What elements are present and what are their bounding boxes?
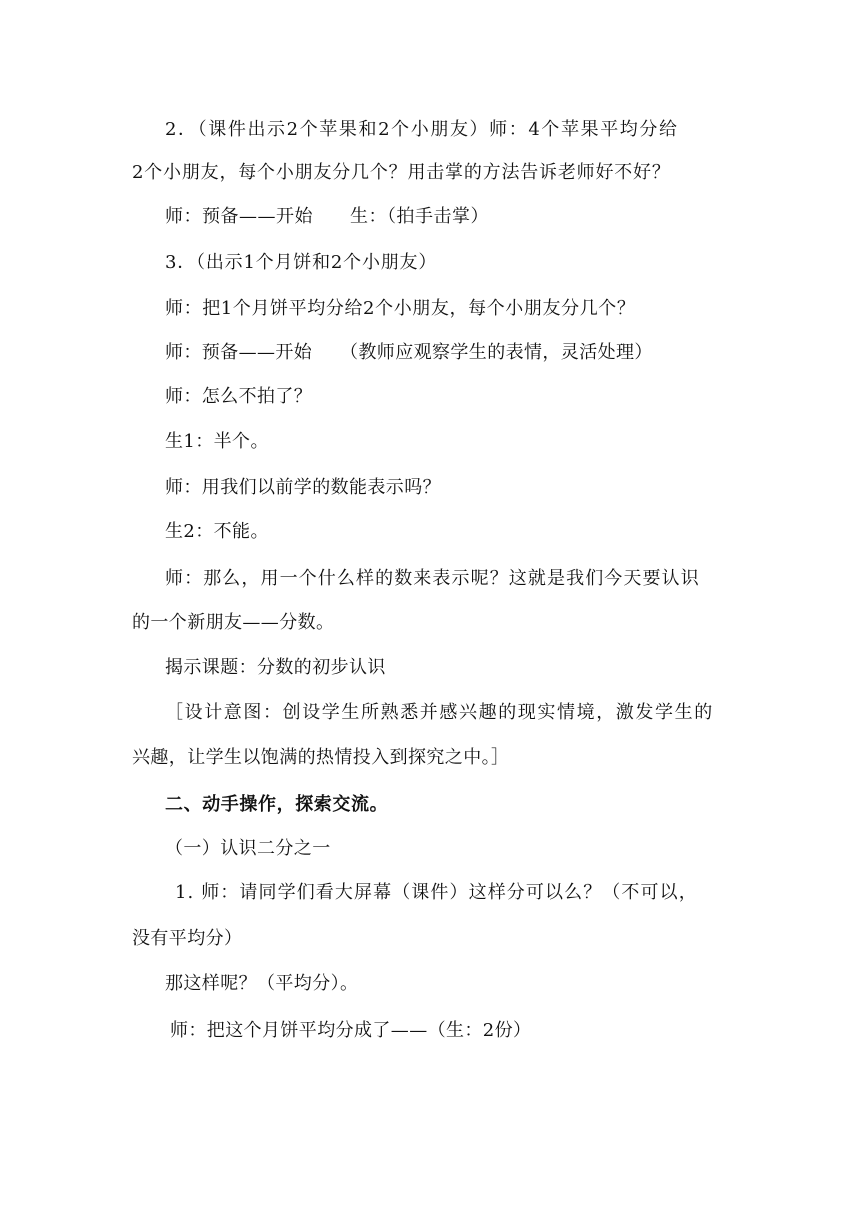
paragraph-line: 师：把这个月饼平均分成了——（生：2份） <box>170 1020 532 1041</box>
paragraph-line: 的一个新朋友——分数。 <box>132 612 335 633</box>
paragraph-line: 那这样呢？（平均分）。 <box>165 973 359 994</box>
paragraph-line: 1. 师：请同学们看大屏幕（课件）这样分可以么？（不可以， <box>175 882 698 903</box>
paragraph-line: 生1：半个。 <box>165 431 269 452</box>
paragraph-line: 揭示课题：分数的初步认识 <box>165 657 386 678</box>
paragraph-line: 兴趣，让学生以饱满的热情投入到探究之中。］ <box>132 747 510 768</box>
paragraph-line: 师：用我们以前学的数能表示吗？ <box>165 477 441 498</box>
paragraph-line: 师：那么，用一个什么样的数来表示呢？这就是我们今天要认识 <box>165 568 700 589</box>
subsection-heading: （一）认识二分之一 <box>165 838 331 859</box>
paragraph-line: 3．（出示1个月饼和2个小朋友） <box>165 252 438 273</box>
paragraph-line: 2个小朋友，每个小朋友分几个？用击掌的方法告诉老师好不好？ <box>132 162 671 183</box>
paragraph-line: 师：预备——开始 生：（拍手击掌） <box>165 206 489 227</box>
paragraph-line: 师：预备——开始 （教师应观察学生的表情，灵活处理） <box>165 342 653 363</box>
paragraph-line: ［设计意图：创设学生所熟悉并感兴趣的现实情境，激发学生的 <box>165 702 714 723</box>
paragraph-line: 师：怎么不拍了？ <box>165 386 313 407</box>
section-heading: 二、动手操作，探索交流。 <box>165 794 389 815</box>
paragraph-line: 师：把1个月饼平均分给2个小朋友，每个小朋友分几个？ <box>165 298 636 319</box>
paragraph-line: 没有平均分） <box>132 928 243 949</box>
paragraph-line: 生2：不能。 <box>165 521 269 542</box>
paragraph-line: 2．（课件出示2个苹果和2个小朋友）师：4个苹果平均分给 <box>165 119 679 140</box>
